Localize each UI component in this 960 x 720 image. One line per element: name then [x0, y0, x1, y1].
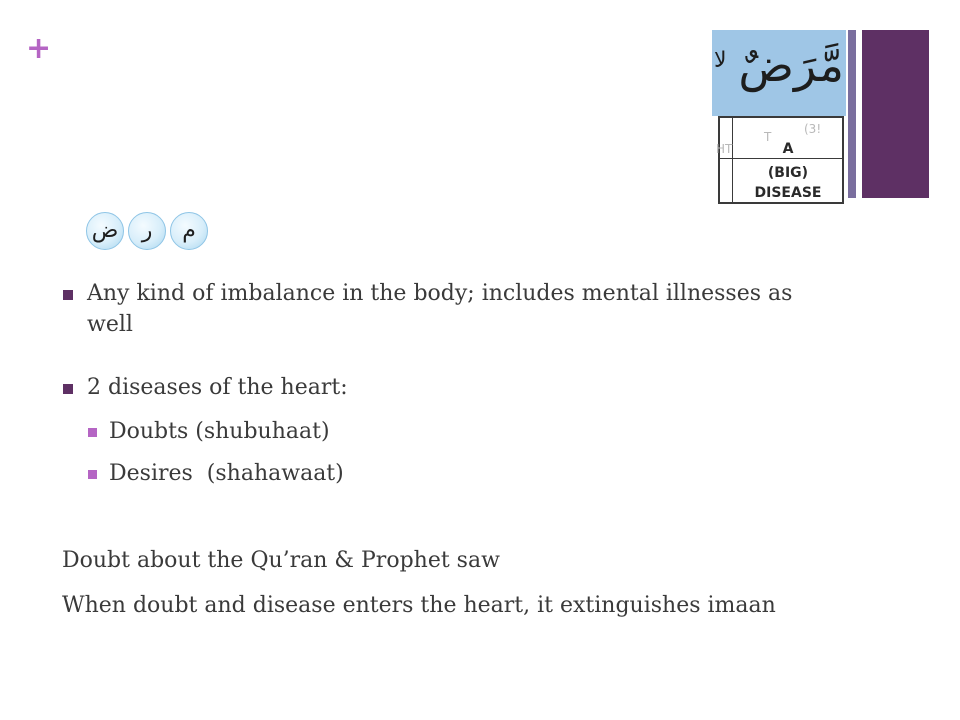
body-paragraph: When doubt and disease enters the heart, it extinguishes imaan	[62, 593, 776, 618]
bullet-text: 2 diseases of the heart:	[87, 375, 348, 400]
sub-bullet-text: Desires (shahawaat)	[109, 461, 344, 486]
bleed-through-mark: HT	[716, 142, 733, 156]
decorative-accent-bar	[862, 30, 929, 198]
bleed-through-mark: (3!	[804, 122, 822, 136]
sub-bullet-marker	[88, 470, 97, 479]
root-letter-bubble: ر	[128, 212, 166, 250]
root-letter-bubble: م	[170, 212, 208, 250]
slide-plus-icon: +	[26, 31, 52, 66]
bleed-through-mark: T	[764, 130, 772, 144]
word-meaning-line: A	[782, 141, 794, 157]
root-letter-bubble: ض	[86, 212, 124, 250]
word-meaning-line: (BIG)	[767, 165, 809, 181]
sub-bullet-text: Doubts (shubuhaat)	[109, 419, 330, 444]
root-letters	[86, 212, 210, 252]
body-paragraph: Doubt about the Qu’ran & Prophet saw	[62, 548, 500, 573]
bullet-marker	[63, 290, 73, 300]
decorative-thin-bar	[848, 30, 856, 198]
sub-bullet-marker	[88, 428, 97, 437]
page-edge-glyph: ﻻ	[714, 48, 727, 73]
arabic-word: مَّرَضٌ	[738, 38, 844, 92]
table-divider	[718, 158, 844, 159]
bullet-marker	[63, 384, 73, 394]
arabic-word-card	[712, 30, 846, 208]
word-meaning-line: DISEASE	[754, 185, 822, 201]
bullet-text: Any kind of imbalance in the body; includes mental illnesses as well	[87, 281, 793, 337]
